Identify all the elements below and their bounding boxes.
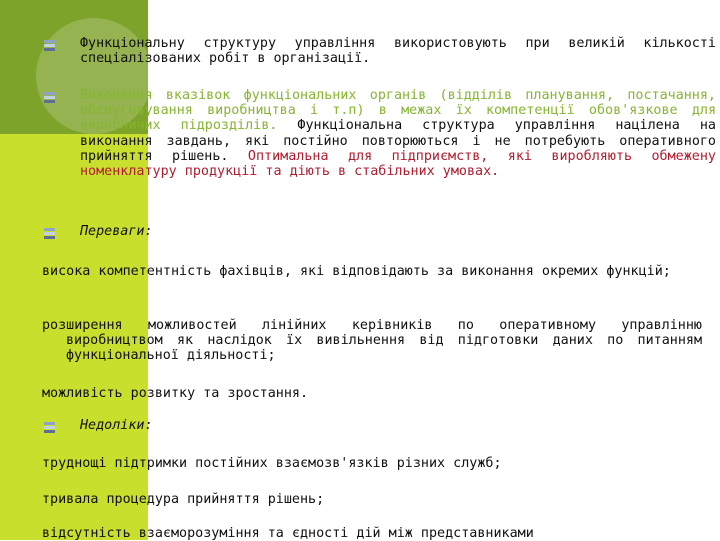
paragraph-2 <box>36 88 716 179</box>
disadvantage-item-text: тривала процедура прийняття рішень; <box>42 492 325 507</box>
advantages-heading-text: Переваги: <box>80 224 153 239</box>
bullet-icon <box>44 422 55 433</box>
advantages-heading <box>36 224 716 239</box>
disadvantage-item-text: відсутність взаєморозуміння та єдності дій між представниками <box>42 526 534 541</box>
disadvantage-item <box>42 526 702 541</box>
bullet-icon <box>44 92 55 103</box>
bullet-icon <box>44 40 55 51</box>
paragraph-1 <box>36 36 716 66</box>
slide-content <box>36 0 716 541</box>
paragraph-1-text: Функціональну структуру управління використовують при великій кількості спеціалізованих робіт в організації. <box>80 36 716 67</box>
disadvantage-item <box>42 456 702 471</box>
paragraph-2-text: Функціональна структура управління націлена на виконання завдань, які постійно повторюються і не потребують оперативного прийняття рішень. <box>80 118 716 164</box>
paragraph-2-red-text: Оптимальна для підприємств, які виробляють обмежену номенклатуру продукції <box>80 148 716 180</box>
advantage-item <box>42 318 702 364</box>
paragraph-2-tail-text: та діють в стабільних умовах. <box>257 164 500 180</box>
bullet-icon <box>44 228 55 239</box>
advantage-item-text: розширення можливостей лінійних керівників по оперативному управлінню виробництвом як наслідок їх вивільнення від підготовки даних по питанням функціональної діяльності; <box>42 318 702 364</box>
advantage-item <box>42 264 702 279</box>
advantage-item <box>42 386 702 401</box>
disadvantage-item-text: труднощі підтримки постійних взаємозв'язків різних служб; <box>42 456 502 471</box>
advantage-item-text: можливість розвитку та зростання. <box>42 386 309 401</box>
advantage-item-text: висока компетентність фахівців, які відповідають за виконання окремих функцій; <box>42 264 671 279</box>
paragraph-2-green-text: Виконання вказівок функціональних органів (відділів планування, постачання, обслуговування виробництва і т.п) в межах їх компетенції обов'язкове для виробничих підрозділів. <box>80 88 716 134</box>
disadvantages-heading <box>36 418 716 433</box>
disadvantage-item <box>42 492 702 507</box>
disadvantages-heading-text: Недоліки: <box>80 418 153 433</box>
